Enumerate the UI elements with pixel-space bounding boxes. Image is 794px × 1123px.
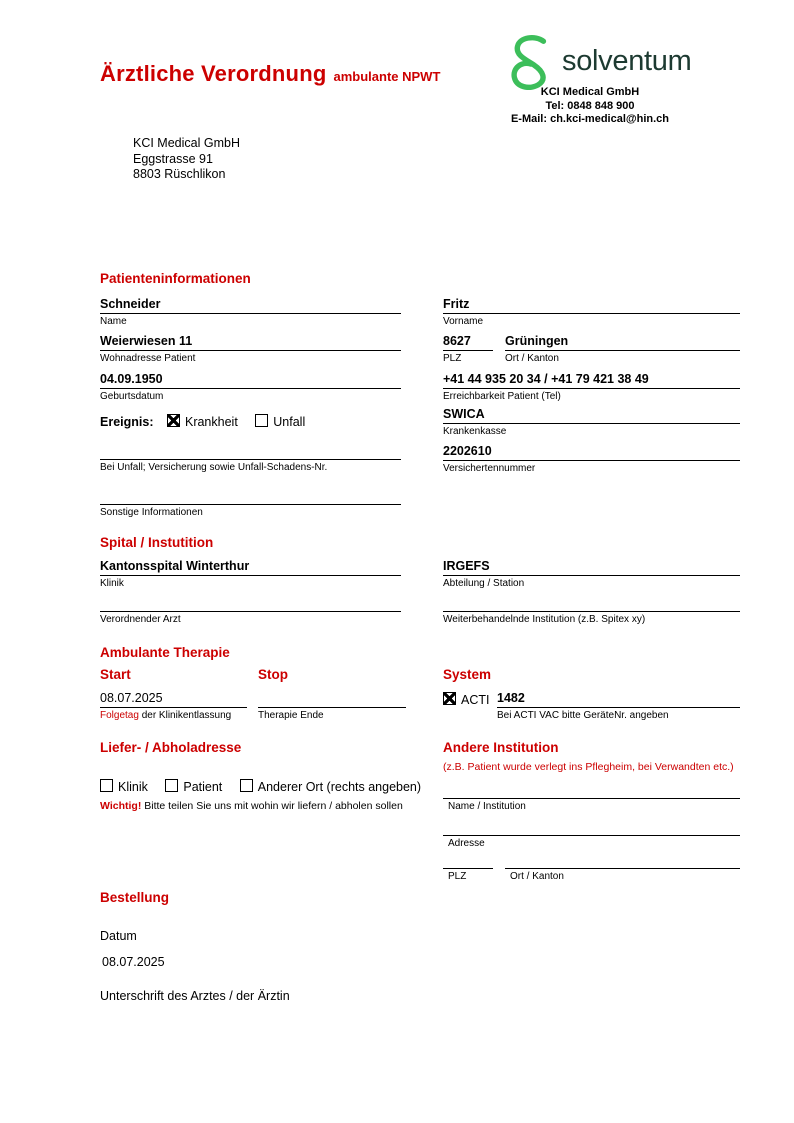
field-unfall-nr-label: Bei Unfall; Versicherung sowie Unfall-Schadens-Nr.	[100, 462, 328, 473]
field-andere-plz	[443, 851, 493, 882]
field-plz-label: PLZ	[443, 353, 462, 364]
field-krankenkasse	[443, 406, 740, 437]
andere-subtext: (z.B. Patient wurde verlegt ins Pflegheim, bei Verwandten etc.)	[443, 761, 734, 773]
folgetag-rest-label: der Klinikentlassung	[138, 710, 232, 721]
contact-company: KCI Medical GmbH	[540, 86, 640, 98]
field-erreichbarkeit-value: +41 44 935 20 34 / +41 79 421 38 49	[443, 371, 740, 389]
field-therapie-start-value: 08.07.2025	[100, 690, 247, 708]
field-versichertennummer	[443, 443, 740, 474]
field-wohnadresse-label: Wohnadresse Patient	[100, 353, 196, 364]
sender-line1: KCI Medical GmbH	[133, 136, 240, 150]
sender-address	[133, 136, 240, 183]
field-therapie-stop-label: Therapie Ende	[258, 710, 324, 721]
contact-email: E-Mail: ch.kci-medical@hin.ch	[510, 113, 670, 125]
field-geraetenr-label: Bei ACTI VAC bitte GeräteNr. angeben	[497, 710, 669, 721]
liefer-note	[100, 800, 403, 812]
start-subheading: Start	[100, 667, 131, 682]
field-erreichbarkeit-label: Erreichbarkeit Patient (Tel)	[443, 391, 561, 402]
field-geburtsdatum	[100, 371, 401, 402]
field-andere-plz-label: PLZ	[448, 871, 467, 882]
field-name-label: Name	[100, 316, 127, 327]
field-sonstige-label: Sonstige Informationen	[100, 507, 203, 518]
section-therapie-heading: Ambulante Therapie	[100, 645, 230, 660]
field-name-value: Schneider	[100, 296, 401, 314]
ereignis-row	[100, 414, 305, 430]
field-weiterbehandelnde-label: Weiterbehandelnde Institution (z.B. Spitex xy)	[443, 614, 646, 625]
field-vorname-value: Fritz	[443, 296, 740, 314]
field-klinik-label: Klinik	[100, 578, 124, 589]
section-liefer-heading: Liefer- / Abholadresse	[100, 740, 242, 755]
field-wohnadresse-value: Weierwiesen 11	[100, 333, 401, 351]
field-geburtsdatum-value: 04.09.1950	[100, 371, 401, 389]
bestellung-datum-label: Datum	[100, 929, 137, 943]
unfall-label: Unfall	[273, 415, 306, 429]
field-andere-ort-label: Ort / Kanton	[510, 871, 564, 882]
field-therapie-stop	[258, 690, 406, 721]
field-ort-value: Grüningen	[505, 333, 740, 351]
system-subheading: System	[443, 667, 492, 682]
field-therapie-start	[100, 690, 247, 721]
field-wohnadresse	[100, 333, 401, 364]
field-ort	[505, 333, 740, 364]
field-geraetenr-value: 1482	[497, 690, 740, 708]
field-weiterbehandelnde	[443, 594, 740, 625]
acti-checkbox	[443, 692, 456, 705]
section-bestellung-heading: Bestellung	[100, 890, 170, 905]
section-patient-heading: Patienteninformationen	[100, 271, 251, 286]
liefer-anderer-ort-label: Anderer Ort (rechts angeben)	[257, 780, 422, 794]
page-title: Ärztliche Verordnung	[100, 61, 327, 86]
folgetag-red-label: Folgetag	[100, 710, 139, 721]
field-name	[100, 296, 401, 327]
field-sonstige	[100, 487, 401, 518]
field-krankenkasse-label: Krankenkasse	[443, 426, 507, 437]
field-geraetenr	[497, 690, 740, 721]
field-therapie-start-label	[100, 710, 247, 721]
field-erreichbarkeit	[443, 371, 740, 402]
field-andere-adresse	[443, 818, 740, 849]
bestellung-datum-value: 08.07.2025	[102, 955, 165, 969]
ereignis-label: Ereignis:	[100, 415, 154, 429]
contact-tel: Tel: 0848 848 900	[545, 99, 635, 112]
field-ort-label: Ort / Kanton	[505, 353, 559, 364]
field-plz	[443, 333, 493, 364]
system-row	[443, 692, 489, 708]
field-unfall-nr	[100, 442, 401, 473]
field-andere-plz-value	[443, 851, 493, 869]
field-verordnender-arzt-label: Verordnender Arzt	[100, 614, 181, 625]
field-verordnender-arzt-value	[100, 594, 401, 612]
wichtig-label: Wichtig!	[100, 800, 142, 812]
section-andere-heading: Andere Institution	[443, 740, 559, 755]
unterschrift-label: Unterschrift des Arztes / der Ärztin	[100, 989, 290, 1003]
field-andere-name	[443, 781, 740, 812]
field-vorname-label: Vorname	[443, 316, 484, 327]
page-subtitle: ambulante NPWT	[333, 69, 441, 84]
wichtig-rest-label: Bitte teilen Sie uns mit wohin wir liefern / abholen sollen	[141, 800, 403, 812]
field-abteilung-value: IRGEFS	[443, 558, 740, 576]
field-andere-name-value	[443, 781, 740, 799]
liefer-klinik-checkbox	[100, 779, 113, 792]
krankheit-label: Krankheit	[184, 415, 238, 429]
field-abteilung-label: Abteilung / Station	[443, 578, 525, 589]
field-andere-adresse-value	[443, 818, 740, 836]
stop-subheading: Stop	[258, 667, 288, 682]
field-versichertennummer-label: Versichertennummer	[443, 463, 536, 474]
acti-label: ACTI	[461, 693, 490, 707]
field-andere-ort	[505, 851, 740, 882]
title-row	[100, 61, 440, 87]
liefer-patient-label: Patient	[183, 780, 223, 794]
liefer-patient-checkbox	[165, 779, 178, 792]
field-weiterbehandelnde-value	[443, 594, 740, 612]
section-spital-heading: Spital / Instutition	[100, 535, 214, 550]
brand-wordmark: solventum	[562, 45, 692, 77]
solventum-logo-icon	[504, 34, 558, 90]
field-versichertennummer-value: 2202610	[443, 443, 740, 461]
field-plz-value: 8627	[443, 333, 493, 351]
field-vorname	[443, 296, 740, 327]
liefer-options-row	[100, 779, 421, 795]
field-andere-name-label: Name / Institution	[448, 801, 526, 812]
unfall-checkbox	[255, 414, 268, 427]
contact-block	[470, 86, 710, 127]
field-klinik-value: Kantonsspital Winterthur	[100, 558, 401, 576]
field-andere-ort-value	[505, 851, 740, 869]
field-klinik	[100, 558, 401, 589]
krankheit-checkbox	[167, 414, 180, 427]
sender-line2: Eggstrasse 91	[133, 151, 213, 166]
field-abteilung	[443, 558, 740, 589]
field-geburtsdatum-label: Geburtsdatum	[100, 391, 164, 402]
field-unfall-nr-value	[100, 442, 401, 460]
field-verordnender-arzt	[100, 594, 401, 625]
field-sonstige-value	[100, 487, 401, 505]
liefer-klinik-label: Klinik	[118, 780, 148, 794]
field-krankenkasse-value: SWICA	[443, 406, 740, 424]
liefer-anderer-ort-checkbox	[240, 779, 253, 792]
sender-line3: 8803 Rüschlikon	[133, 167, 226, 181]
field-therapie-stop-value	[258, 690, 406, 708]
field-andere-adresse-label: Adresse	[448, 838, 485, 849]
